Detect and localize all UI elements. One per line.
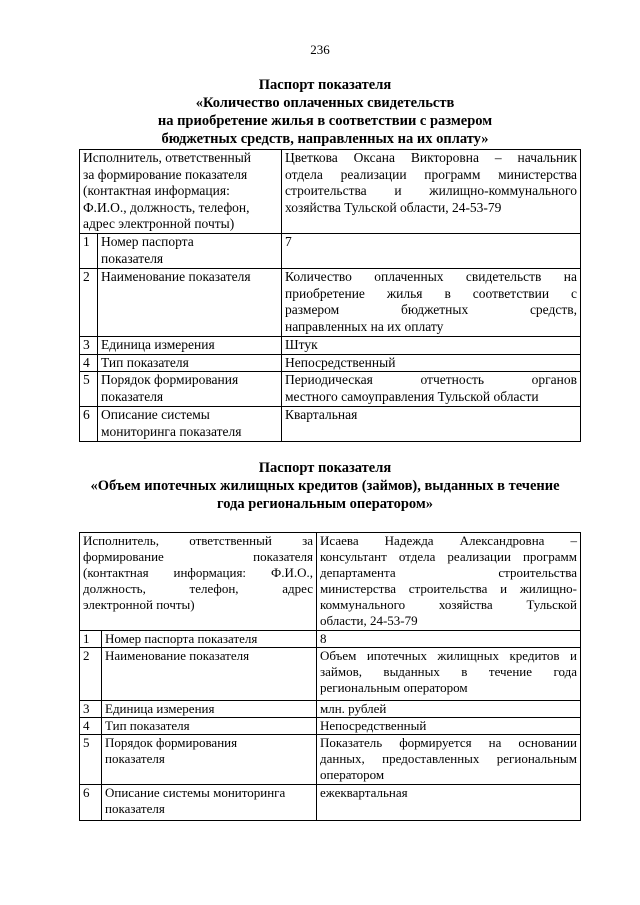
value-line: области, 24-53-79 bbox=[320, 613, 418, 628]
value-line: хозяйства Тульской области, 24-53-79 bbox=[285, 199, 502, 215]
table-row bbox=[80, 150, 581, 234]
row-value bbox=[317, 735, 581, 785]
value-line: Количество оплаченных свидетельств на bbox=[285, 269, 578, 284]
label-line: Единица измерения bbox=[105, 701, 215, 716]
executor-value bbox=[317, 533, 581, 631]
label-line: показателя bbox=[101, 250, 164, 266]
title-line: года региональным оператором» bbox=[217, 496, 433, 512]
table-row bbox=[80, 407, 581, 442]
label-line: Наименование показателя bbox=[105, 648, 250, 663]
value-line: Цветкова Оксана Викторовна – начальник bbox=[285, 150, 578, 165]
label-line: мониторинга показателя bbox=[101, 423, 242, 439]
label-line: Порядок формирования bbox=[101, 372, 239, 387]
label-line: за формирование показателя bbox=[83, 166, 248, 182]
row-value bbox=[282, 234, 581, 269]
row-label bbox=[98, 372, 282, 407]
row-label bbox=[98, 269, 282, 337]
label-line: показателя bbox=[101, 388, 164, 404]
value-line: коммунального хозяйства Тульской bbox=[320, 597, 577, 612]
value-line: оператором bbox=[320, 767, 385, 782]
value-line: ежеквартальная bbox=[320, 785, 408, 800]
label-line: Ф.И.О., должность, телефон, bbox=[83, 199, 250, 215]
label-line: (контактная информация: Ф.И.О., bbox=[83, 565, 313, 580]
row-number: 5 bbox=[80, 372, 98, 407]
row-number: 2 bbox=[80, 269, 98, 337]
title-line: Паспорт показателя bbox=[258, 77, 392, 93]
value-line: млн. рублей bbox=[320, 701, 387, 716]
row-number: 6 bbox=[80, 407, 98, 442]
row-label bbox=[102, 718, 317, 735]
row-value bbox=[317, 701, 581, 718]
value-line: направленных на их оплату bbox=[285, 318, 444, 334]
row-label bbox=[102, 631, 317, 648]
title-line: Паспорт показателя bbox=[258, 460, 392, 476]
row-label bbox=[102, 785, 317, 821]
value-line: 7 bbox=[285, 234, 292, 249]
row-value bbox=[317, 648, 581, 701]
title-line: бюджетных средств, направленных на их оплату» bbox=[161, 131, 489, 147]
table-row bbox=[80, 718, 581, 735]
label-line: формирование показателя bbox=[83, 549, 313, 564]
label-line: показателя bbox=[105, 801, 165, 816]
value-line: 8 bbox=[320, 631, 327, 646]
table-row bbox=[80, 785, 581, 821]
row-label bbox=[102, 735, 317, 785]
value-line: Исаева Надежда Александровна – bbox=[320, 533, 577, 548]
row-value bbox=[317, 785, 581, 821]
table-row bbox=[80, 269, 581, 337]
value-line: департамента строительства bbox=[320, 565, 577, 580]
row-label bbox=[98, 234, 282, 269]
table-row bbox=[80, 234, 581, 269]
row-value bbox=[317, 718, 581, 735]
title-line: на приобретение жилья в соответствии с размером bbox=[157, 113, 493, 129]
label-line: Порядок формирования bbox=[105, 735, 238, 750]
row-number: 3 bbox=[80, 701, 102, 718]
value-line: приобретение жилья в соответствии с bbox=[285, 285, 578, 301]
label-line: Исполнитель, ответственный bbox=[83, 150, 252, 165]
row-label bbox=[98, 354, 282, 372]
title-line: «Объем ипотечных жилищных кредитов (займов), выданных в течение bbox=[90, 478, 560, 494]
label-line: адрес электронной почты) bbox=[83, 216, 235, 231]
label-line: Наименование показателя bbox=[101, 269, 251, 284]
label-line: Единица измерения bbox=[101, 337, 215, 352]
label-line: показателя bbox=[105, 751, 165, 766]
label-line: Тип показателя bbox=[101, 354, 189, 370]
value-line: местного самоуправления Тульской области bbox=[285, 388, 539, 404]
page-number: 236 bbox=[310, 42, 330, 57]
row-value bbox=[282, 372, 581, 407]
label-line: Описание системы мониторинга bbox=[105, 785, 286, 800]
value-line: отдела реализации программ министерства bbox=[285, 166, 578, 182]
value-line: данных, предоставленных региональным bbox=[320, 751, 577, 766]
label-line: должность, телефон, адрес bbox=[83, 581, 313, 596]
value-line: размером бюджетных средств, bbox=[285, 302, 578, 317]
row-value bbox=[282, 407, 581, 442]
value-line: консультант отдела реализации программ bbox=[320, 549, 577, 564]
value-line: строительства и жилищно-коммунального bbox=[285, 183, 578, 198]
table-row bbox=[80, 337, 581, 355]
table-row bbox=[80, 533, 581, 631]
row-label bbox=[102, 701, 317, 718]
row-value bbox=[282, 269, 581, 337]
table-row bbox=[80, 648, 581, 701]
table-row bbox=[80, 354, 581, 372]
label-line: Описание системы bbox=[101, 407, 210, 422]
table-row bbox=[80, 631, 581, 648]
value-line: Показатель формируется на основании bbox=[320, 735, 577, 750]
row-number: 1 bbox=[80, 234, 98, 269]
row-value bbox=[317, 631, 581, 648]
executor-label bbox=[80, 150, 282, 234]
row-value bbox=[282, 337, 581, 355]
table-row bbox=[80, 372, 581, 407]
passport-1-title bbox=[60, 76, 590, 148]
row-label bbox=[98, 407, 282, 442]
label-line: Номер паспорта bbox=[101, 234, 194, 249]
value-line: Штук bbox=[285, 337, 318, 352]
label-line: Тип показателя bbox=[105, 718, 190, 733]
table-row bbox=[80, 701, 581, 718]
table-row bbox=[80, 735, 581, 785]
executor-value bbox=[282, 150, 581, 234]
passport-2-table bbox=[79, 532, 581, 821]
row-number: 5 bbox=[80, 735, 102, 785]
label-line: Номер паспорта показателя bbox=[105, 631, 258, 646]
label-line: электронной почты) bbox=[83, 597, 195, 612]
row-number: 6 bbox=[80, 785, 102, 821]
row-number: 3 bbox=[80, 337, 98, 355]
row-label bbox=[102, 648, 317, 701]
title-line: «Количество оплаченных свидетельств bbox=[195, 95, 455, 111]
row-label bbox=[98, 337, 282, 355]
value-line: Непосредственный bbox=[320, 718, 427, 733]
label-line: Исполнитель, ответственный за bbox=[83, 533, 313, 548]
value-line: Периодическая отчетность органов bbox=[285, 372, 578, 387]
row-number: 2 bbox=[80, 648, 102, 701]
row-number: 4 bbox=[80, 354, 98, 372]
label-line: (контактная информация: bbox=[83, 183, 230, 198]
row-number: 4 bbox=[80, 718, 102, 735]
value-line: займов, выданных в течение года bbox=[320, 664, 577, 679]
value-line: Непосредственный bbox=[285, 354, 396, 370]
row-value bbox=[282, 354, 581, 372]
value-line: Объем ипотечных жилищных кредитов и bbox=[320, 648, 577, 663]
value-line: Квартальная bbox=[285, 407, 358, 422]
row-number: 1 bbox=[80, 631, 102, 648]
passport-1-table bbox=[79, 149, 581, 442]
passport-2-title bbox=[60, 459, 590, 513]
value-line: министерства строительства и жилищно- bbox=[320, 581, 577, 596]
executor-label bbox=[80, 533, 317, 631]
value-line: региональным оператором bbox=[320, 680, 468, 695]
